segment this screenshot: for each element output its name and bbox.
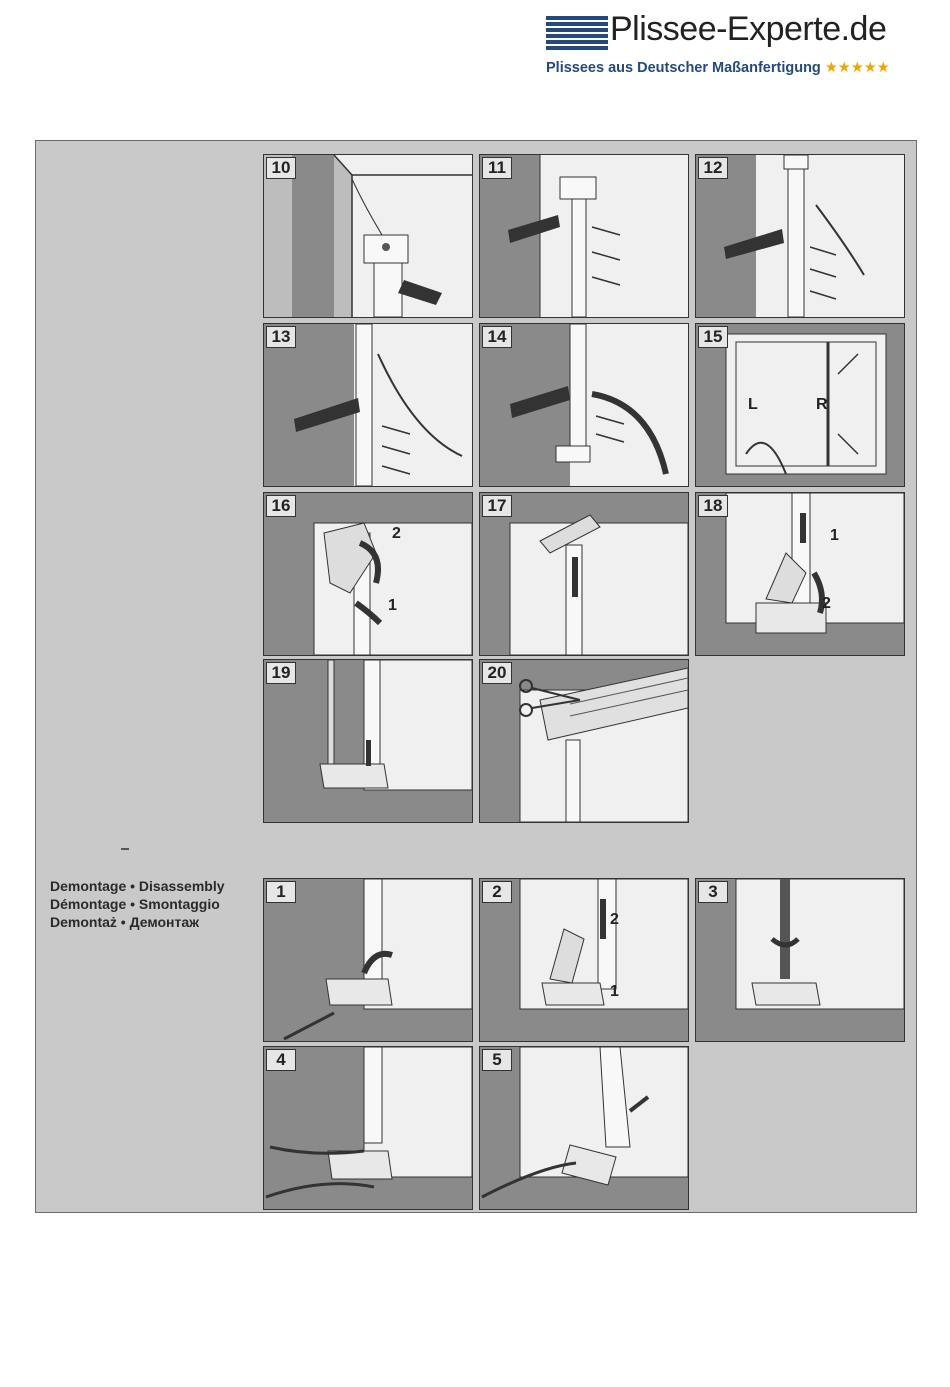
step-10-illustration xyxy=(264,155,472,317)
disassembly-heading xyxy=(50,877,225,931)
step-12-illustration xyxy=(696,155,904,317)
right-label: R xyxy=(816,396,828,413)
disassembly-step-1-illustration xyxy=(264,879,472,1041)
left-label: L xyxy=(748,396,758,413)
disassembly-step-5-illustration xyxy=(480,1047,688,1209)
disassembly-step-1-panel xyxy=(263,878,473,1042)
arrow-label-2: 2 xyxy=(822,595,831,612)
arrow-label-1: 1 xyxy=(388,597,397,614)
step-13-panel xyxy=(263,323,473,487)
disassembly-step-4-panel xyxy=(263,1046,473,1210)
disassembly-line-3: Demontaż • Демонтаж xyxy=(50,914,200,930)
step-17-panel xyxy=(479,492,689,656)
step-number: 13 xyxy=(266,326,296,348)
step-18-panel xyxy=(695,492,905,656)
disassembly-line-2: Démontage • Smontaggio xyxy=(50,896,220,912)
step-number: 16 xyxy=(266,495,296,517)
brand-tagline: Plissees aus Deutscher Maßanfertigung xyxy=(546,60,821,76)
step-number: 2 xyxy=(482,881,512,903)
step-number: 10 xyxy=(266,157,296,179)
disassembly-step-3-panel xyxy=(695,878,905,1042)
step-number: 5 xyxy=(482,1049,512,1071)
step-14-illustration xyxy=(480,324,688,486)
rating-stars: ★★★★★ xyxy=(824,60,890,76)
step-19-illustration xyxy=(264,660,472,822)
disassembly-step-4-illustration xyxy=(264,1047,472,1209)
disassembly-step-2-illustration xyxy=(480,879,688,1041)
step-11-illustration xyxy=(480,155,688,317)
step-10-panel xyxy=(263,154,473,318)
arrow-label-2: 2 xyxy=(610,911,619,928)
disassembly-step-3-illustration xyxy=(696,879,904,1041)
step-number: 1 xyxy=(266,881,296,903)
step-17-illustration xyxy=(480,493,688,655)
step-19-panel xyxy=(263,659,473,823)
step-number: 19 xyxy=(266,662,296,684)
step-13-illustration xyxy=(264,324,472,486)
step-12-panel xyxy=(695,154,905,318)
disassembly-step-5-panel xyxy=(479,1046,689,1210)
step-number: 17 xyxy=(482,495,512,517)
arrow-label-2: 2 xyxy=(392,525,401,542)
step-15-panel xyxy=(695,323,905,487)
step-18-illustration xyxy=(696,493,904,655)
arrow-label-1: 1 xyxy=(830,527,839,544)
step-number: 11 xyxy=(482,157,512,179)
step-16-illustration xyxy=(264,493,472,655)
brand-subtitle xyxy=(546,60,890,76)
divider-mark xyxy=(121,848,129,850)
step-number: 15 xyxy=(698,326,728,348)
step-number: 3 xyxy=(698,881,728,903)
step-20-illustration xyxy=(480,660,688,822)
step-number: 12 xyxy=(698,157,728,179)
arrow-label-1: 1 xyxy=(610,983,619,1000)
disassembly-step-2-panel xyxy=(479,878,689,1042)
step-11-panel xyxy=(479,154,689,318)
step-20-panel xyxy=(479,659,689,823)
step-number: 20 xyxy=(482,662,512,684)
brand-logo xyxy=(546,10,946,84)
disassembly-line-1: Demontage • Disassembly xyxy=(50,878,225,894)
step-15-illustration xyxy=(696,324,904,486)
brand-title: Plissee-Experte.de xyxy=(610,10,887,48)
step-number: 18 xyxy=(698,495,728,517)
step-number: 4 xyxy=(266,1049,296,1071)
step-14-panel xyxy=(479,323,689,487)
blinds-icon xyxy=(546,16,608,54)
step-number: 14 xyxy=(482,326,512,348)
step-16-panel xyxy=(263,492,473,656)
